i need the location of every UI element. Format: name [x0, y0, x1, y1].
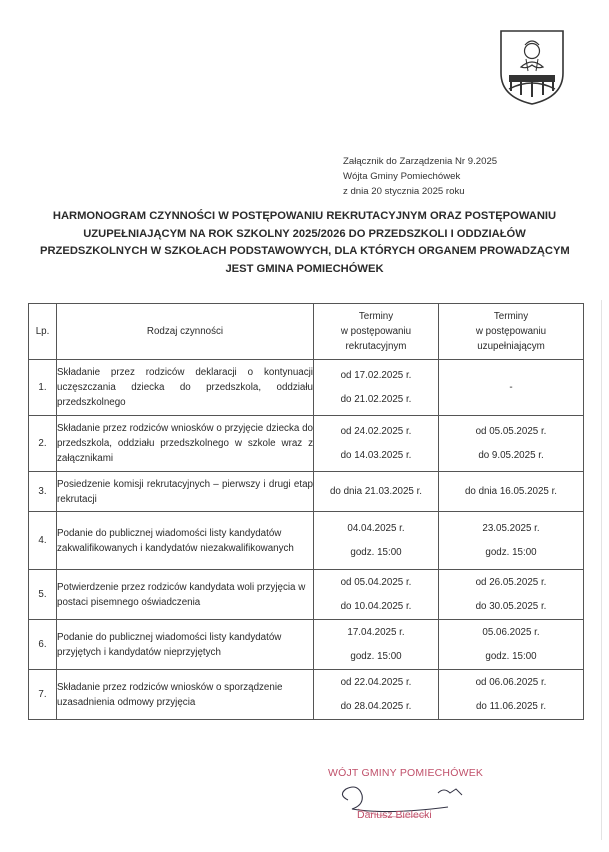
term-line: do 10.04.2025 r.	[340, 600, 412, 612]
recruitment-term-cell	[314, 570, 439, 620]
activity-cell: Składanie przez rodziców wniosków o przyjęcie dziecka do przedszkola, oddziału przedszkolnego w szkole wraz z załącznikami	[57, 416, 314, 472]
title-line: PRZEDSZKOLNYCH W SZKOŁACH PODSTAWOWYCH, DLA KTÓRYCH ORGANEM PROWADZĄCYM	[40, 245, 570, 257]
term-line: do 30.05.2025 r.	[475, 600, 547, 612]
term-line: godz. 15:00	[350, 546, 402, 558]
term-line: do 28.04.2025 r.	[340, 700, 412, 712]
supplementary-term-cell	[439, 360, 584, 416]
row-number: 6.	[29, 620, 57, 670]
title-line: HARMONOGRAM CZYNNOŚCI W POSTĘPOWANIU REKRUTACYJNYM ORAZ POSTĘPOWANIU	[52, 210, 557, 222]
term-line: do 14.03.2025 r.	[340, 449, 412, 461]
term-line: 04.04.2025 r.	[347, 522, 405, 534]
header-text: uzupełniającym	[477, 341, 545, 352]
header-lp: Lp.	[29, 304, 57, 360]
header-text: rekrutacyjnym	[345, 341, 407, 352]
header-text: w postępowaniu	[475, 326, 547, 337]
header-text: w postępowaniu	[340, 326, 412, 337]
header-activity: Rodzaj czynności	[57, 304, 314, 360]
term-line: 05.06.2025 r.	[482, 626, 540, 638]
supplementary-term-cell	[439, 670, 584, 720]
recruitment-term-cell	[314, 670, 439, 720]
table-row	[29, 570, 584, 620]
table-row	[29, 472, 584, 512]
coat-of-arms-icon	[497, 27, 567, 107]
row-number: 3.	[29, 472, 57, 512]
term-line: godz. 15:00	[350, 650, 402, 662]
supplementary-term-cell	[439, 512, 584, 570]
term-line: od 22.04.2025 r.	[340, 676, 412, 688]
term-line: od 24.02.2025 r.	[340, 425, 412, 437]
row-number: 7.	[29, 670, 57, 720]
activity-cell: Potwierdzenie przez rodziców kandydata woli przyjęcia w postaci pisemnego oświadczenia	[57, 570, 314, 620]
table-row	[29, 620, 584, 670]
table-row	[29, 360, 584, 416]
stamp-title: WÓJT GMINY POMIECHÓWEK	[328, 767, 484, 779]
term-line: od 26.05.2025 r.	[475, 576, 547, 588]
activity-cell: Składanie przez rodziców deklaracji o kontynuacji uczęszczania dziecka do przedszkola, oddziału przedszkolnego	[57, 360, 314, 416]
activity-cell: Podanie do publicznej wiadomości listy kandydatów zakwalifikowanych i kandydatów niezakwalifikowanych	[57, 512, 314, 570]
term-line: 17.04.2025 r.	[347, 626, 405, 638]
term-line: do 9.05.2025 r.	[478, 449, 544, 461]
term-line: godz. 15:00	[485, 546, 537, 558]
header-supplementary-terms	[439, 304, 584, 360]
recruitment-term-cell	[314, 472, 439, 512]
row-number: 5.	[29, 570, 57, 620]
term-line: do dnia 21.03.2025 r.	[329, 486, 423, 497]
annex-note	[343, 154, 497, 199]
table-header-row	[29, 304, 584, 360]
stamp-name: Dariusz Bielecki	[357, 809, 432, 821]
title-line: UZUPEŁNIAJĄCYM NA ROK SZKOLNY 2025/2026 DO PRZEDSZKOLI I ODDZIAŁÓW	[83, 227, 526, 240]
term-line: -	[509, 381, 513, 393]
table-row	[29, 512, 584, 570]
document-title	[40, 208, 569, 278]
recruitment-term-cell	[314, 620, 439, 670]
recruitment-term-cell	[314, 512, 439, 570]
activity-cell: Posiedzenie komisji rekrutacyjnych – pierwszy i drugi etap rekrutacji	[57, 472, 314, 512]
term-line: od 17.02.2025 r.	[340, 369, 412, 381]
term-line: od 05.04.2025 r.	[340, 576, 412, 588]
supplementary-term-cell	[439, 570, 584, 620]
term-line: godz. 15:00	[485, 650, 537, 662]
activity-cell: Składanie przez rodziców wniosków o sporządzenie uzasadnienia odmowy przyjęcia	[57, 670, 314, 720]
annex-line: Wójta Gminy Pomiechówek	[343, 171, 461, 182]
table-row	[29, 670, 584, 720]
term-line: od 06.06.2025 r.	[475, 676, 547, 688]
supplementary-term-cell	[439, 416, 584, 472]
header-text: Terminy	[358, 311, 394, 322]
row-number: 4.	[29, 512, 57, 570]
page-edge-line	[601, 300, 602, 840]
activity-cell: Podanie do publicznej wiadomości listy kandydatów przyjętych i kandydatów nieprzyjętych	[57, 620, 314, 670]
term-line: do 11.06.2025 r.	[475, 700, 547, 712]
term-line: od 05.05.2025 r.	[475, 425, 547, 437]
row-number: 2.	[29, 416, 57, 472]
header-text: Terminy	[493, 311, 529, 322]
row-number: 1.	[29, 360, 57, 416]
recruitment-term-cell	[314, 416, 439, 472]
table-row	[29, 416, 584, 472]
schedule-table	[28, 303, 584, 720]
header-recruitment-terms	[314, 304, 439, 360]
supplementary-term-cell	[439, 472, 584, 512]
term-line: 23.05.2025 r.	[482, 522, 540, 534]
annex-line: Załącznik do Zarządzenia Nr 9.2025	[343, 156, 498, 167]
recruitment-term-cell	[314, 360, 439, 416]
term-line: do dnia 16.05.2025 r.	[464, 486, 558, 497]
title-line: JEST GMINA POMIECHÓWEK	[225, 262, 384, 275]
term-line: do 21.02.2025 r.	[340, 393, 412, 405]
supplementary-term-cell	[439, 620, 584, 670]
annex-line: z dnia 20 stycznia 2025 roku	[343, 186, 465, 197]
